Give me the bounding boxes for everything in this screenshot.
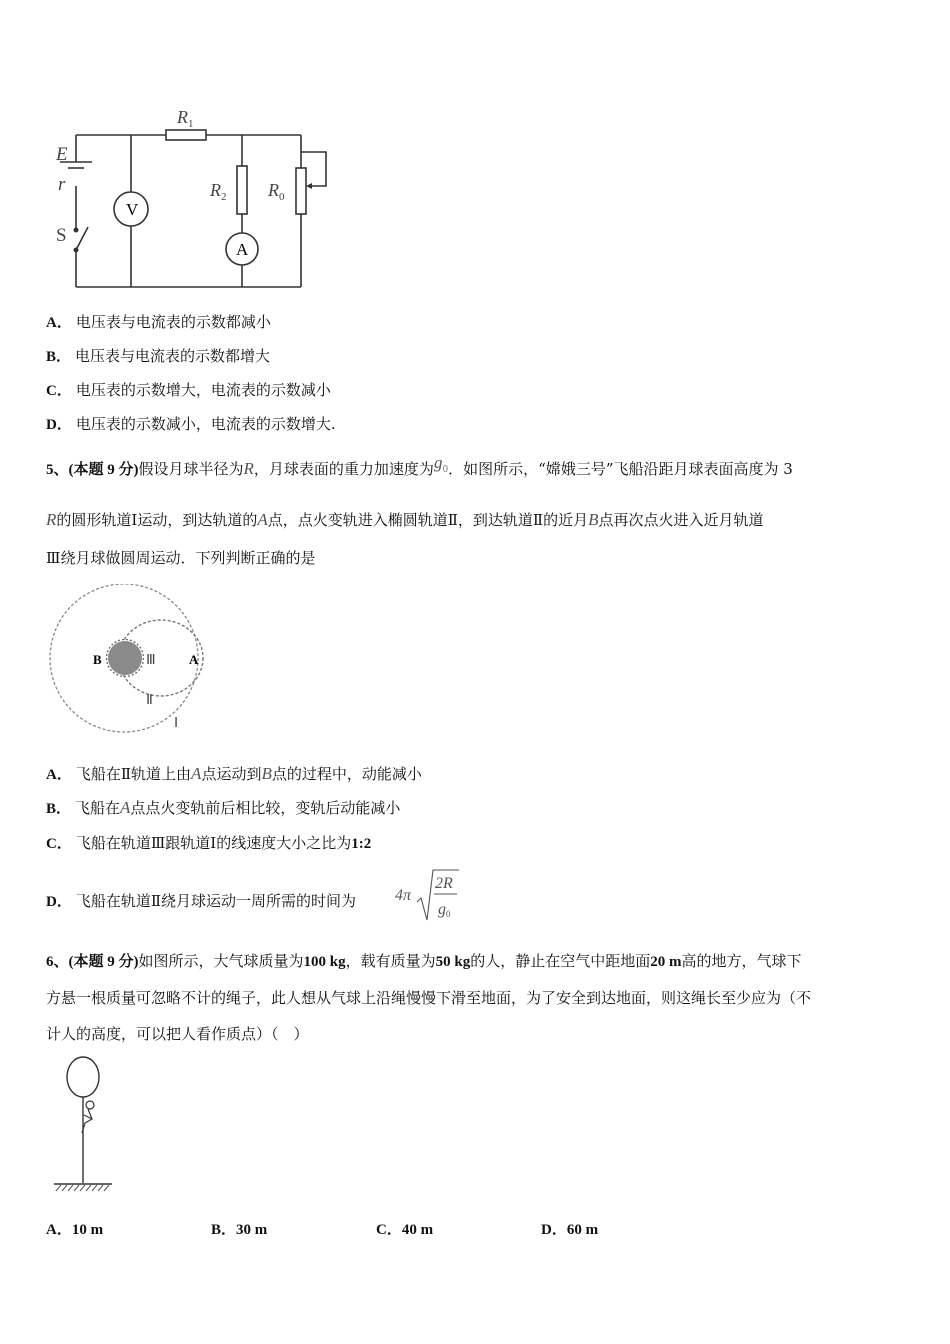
- r2-label: $R_2$: [210, 180, 227, 203]
- q5-option-c[interactable]: C． 飞船在轨道Ⅲ跟轨道Ⅰ的线速度大小之比为1:2: [46, 834, 372, 852]
- q5-stem-line-3: Ⅲ绕月球做圆周运动．下列判断正确的是: [46, 549, 316, 567]
- formula-numerator: 2R: [435, 875, 453, 892]
- orbit-ii-label: Ⅱ: [146, 693, 153, 708]
- q4-option-b[interactable]: B． 电压表与电流表的示数都增大: [46, 347, 271, 365]
- q6-option-a[interactable]: A．10 m: [46, 1222, 104, 1238]
- formula-coefficient: 4π: [395, 887, 412, 904]
- rheostat-r0: [296, 168, 306, 214]
- q5-option-b[interactable]: B． 飞船在A点点火变轨前后相比较，变轨后动能减小: [46, 798, 401, 817]
- ammeter-label: A: [236, 240, 249, 259]
- r0-label: $R_0$: [268, 180, 285, 203]
- balloon-diagram: [52, 1055, 122, 1195]
- balloon: [67, 1057, 99, 1097]
- circuit-diagram: [46, 100, 346, 295]
- resistor-r1: [166, 130, 206, 140]
- q4-option-a[interactable]: A． 电压表与电流表的示数都减小: [46, 313, 271, 331]
- moon: [108, 641, 142, 675]
- formula-denominator: g0: [438, 901, 451, 919]
- q4-option-d[interactable]: D． 电压表的示数减小，电流表的示数增大.: [46, 415, 336, 433]
- internal-r-label: r: [58, 174, 66, 195]
- q5-stem-line-1: 5、(本题 9 分)假设月球半径为R，月球表面的重力加速度为$g_0$．如图所示，“嫦娥三号”飞船沿距月球表面高度为 3: [46, 453, 793, 478]
- q6-stem-line-2: 方悬一根质量可忽略不计的绳子，此人想从气球上沿绳慢慢下滑至地面，为了安全到达地面，则这绳长至少应为（不: [46, 989, 812, 1007]
- q6-stem-line-3: 计人的高度，可以把人看作质点）（ ）: [46, 1025, 309, 1043]
- resistor-r2: [237, 166, 247, 214]
- q6-option-b[interactable]: B．30 m: [211, 1222, 268, 1238]
- orbit-diagram: [46, 584, 216, 734]
- switch-label: S: [56, 225, 67, 246]
- q5-option-a[interactable]: A． 飞船在Ⅱ轨道上由A点运动到B点的过程中，动能减小: [46, 764, 422, 783]
- q6-stem-line-1: 6、(本题 9 分)如图所示，大气球质量为100 kg，载有质量为50 kg的人，静止在空气中距地面20 m高的地方，气球下: [46, 952, 802, 970]
- period-formula: [393, 866, 463, 922]
- q4-option-c[interactable]: C． 电压表的示数增大，电流表的示数减小: [46, 381, 331, 399]
- q5-stem-line-2: R的圆形轨道Ⅰ运动，到达轨道的A点，点火变轨进入椭圆轨道Ⅱ，到达轨道Ⅱ的近月B点再次点火进入近月轨道: [46, 510, 764, 529]
- emf-label: E: [56, 144, 68, 165]
- q6-option-d[interactable]: D．60 m: [541, 1222, 599, 1238]
- point-b-label: B: [93, 652, 102, 667]
- voltmeter-label: V: [126, 200, 139, 219]
- r1-label: $R_1$: [177, 107, 194, 130]
- orbit-i-label: Ⅰ: [174, 716, 179, 731]
- point-a-label: A: [189, 652, 199, 667]
- q6-option-c[interactable]: C．40 m: [376, 1222, 434, 1238]
- person: [82, 1101, 94, 1133]
- orbit-iii-label: Ⅲ: [146, 653, 156, 668]
